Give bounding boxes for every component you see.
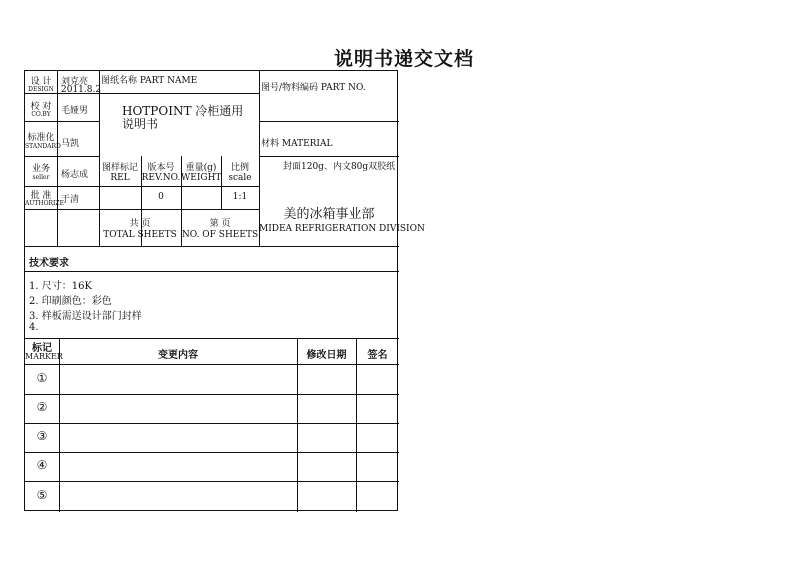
requirement-item: 2. 印刷颜色：彩色 xyxy=(29,296,112,307)
design-date: 2011.8.2 xyxy=(61,85,102,95)
rev-value: 0 xyxy=(158,192,164,202)
check-label-en: CO.BY xyxy=(31,111,51,118)
total-sheets-label: 共 页 xyxy=(129,219,151,229)
requirements-heading: 技术要求 xyxy=(29,258,69,269)
rel-label: 图样标记 xyxy=(101,163,138,173)
part-name-line2: 说明书 xyxy=(122,117,159,131)
change-marker: ③ xyxy=(36,429,48,443)
requirement-item: 1. 尺寸：16K xyxy=(29,281,92,292)
rev-label-en: REV.NO. xyxy=(141,173,181,183)
approve-name: 于清 xyxy=(61,195,80,205)
seller-label-en: seller xyxy=(32,174,50,181)
col-marker-header: 标记 xyxy=(32,343,52,354)
material-label: 材料 MATERIAL xyxy=(261,139,333,149)
design-name: 刘克亮 xyxy=(61,77,89,87)
approve-label: 批 准 xyxy=(30,191,52,201)
change-marker: ② xyxy=(36,400,48,414)
standard-label-en: STANDARD xyxy=(25,143,61,150)
check-name: 毛娅男 xyxy=(61,106,89,116)
change-marker: ① xyxy=(36,371,48,385)
design-label-en: DESIGN xyxy=(28,86,54,93)
sheet-no-label-en: NO. OF SHEETS xyxy=(181,230,259,240)
requirement-item: 4. xyxy=(29,322,39,333)
requirement-item: 3. 样板需送设计部门封样 xyxy=(29,311,142,322)
part-name-label: 图纸名称 PART NAME xyxy=(101,76,198,86)
scale-value: 1:1 xyxy=(232,192,248,202)
col-marker-header-en: MARKER xyxy=(25,352,63,361)
approve-label-en: AUTHORIZE xyxy=(25,200,64,207)
check-label: 校 对 xyxy=(30,102,52,112)
col-content-header: 变更内容 xyxy=(158,350,198,361)
standard-name: 马凯 xyxy=(61,139,80,149)
part-name-line1: HOTPOINT 冷柜通用 xyxy=(122,104,244,118)
standard-label: 标准化 xyxy=(27,133,55,143)
seller-name: 杨志成 xyxy=(61,170,89,180)
col-date-header: 修改日期 xyxy=(306,350,347,361)
weight-label-en: WEIGHT xyxy=(181,173,222,183)
company-name-en: MIDEA REFRIGERATION DIVISION xyxy=(259,224,425,234)
scale-label-en: scale xyxy=(228,173,252,183)
sheet-no-label: 第 页 xyxy=(209,219,231,229)
design-label: 设 计 xyxy=(30,77,52,87)
part-no-label: 图号/物料编码 PART NO. xyxy=(261,83,366,93)
seller-label: 业务 xyxy=(31,164,50,174)
change-marker: ⑤ xyxy=(36,488,48,502)
company-name-cn: 美的冰箱事业部 xyxy=(283,207,375,222)
weight-label: 重量(g) xyxy=(185,163,217,173)
col-sign-header: 签名 xyxy=(367,350,388,361)
rev-label: 版本号 xyxy=(147,163,175,173)
document-title: 说明书递交文档 xyxy=(333,48,474,70)
change-marker: ④ xyxy=(36,458,48,472)
form-sheet xyxy=(24,70,425,511)
total-sheets-label-en: TOTAL SHEETS xyxy=(103,230,177,240)
rel-label-en: REL xyxy=(110,173,130,183)
scale-label: 比例 xyxy=(230,163,249,173)
material-value: 封面120g、内文80g双胶纸 xyxy=(283,162,396,172)
